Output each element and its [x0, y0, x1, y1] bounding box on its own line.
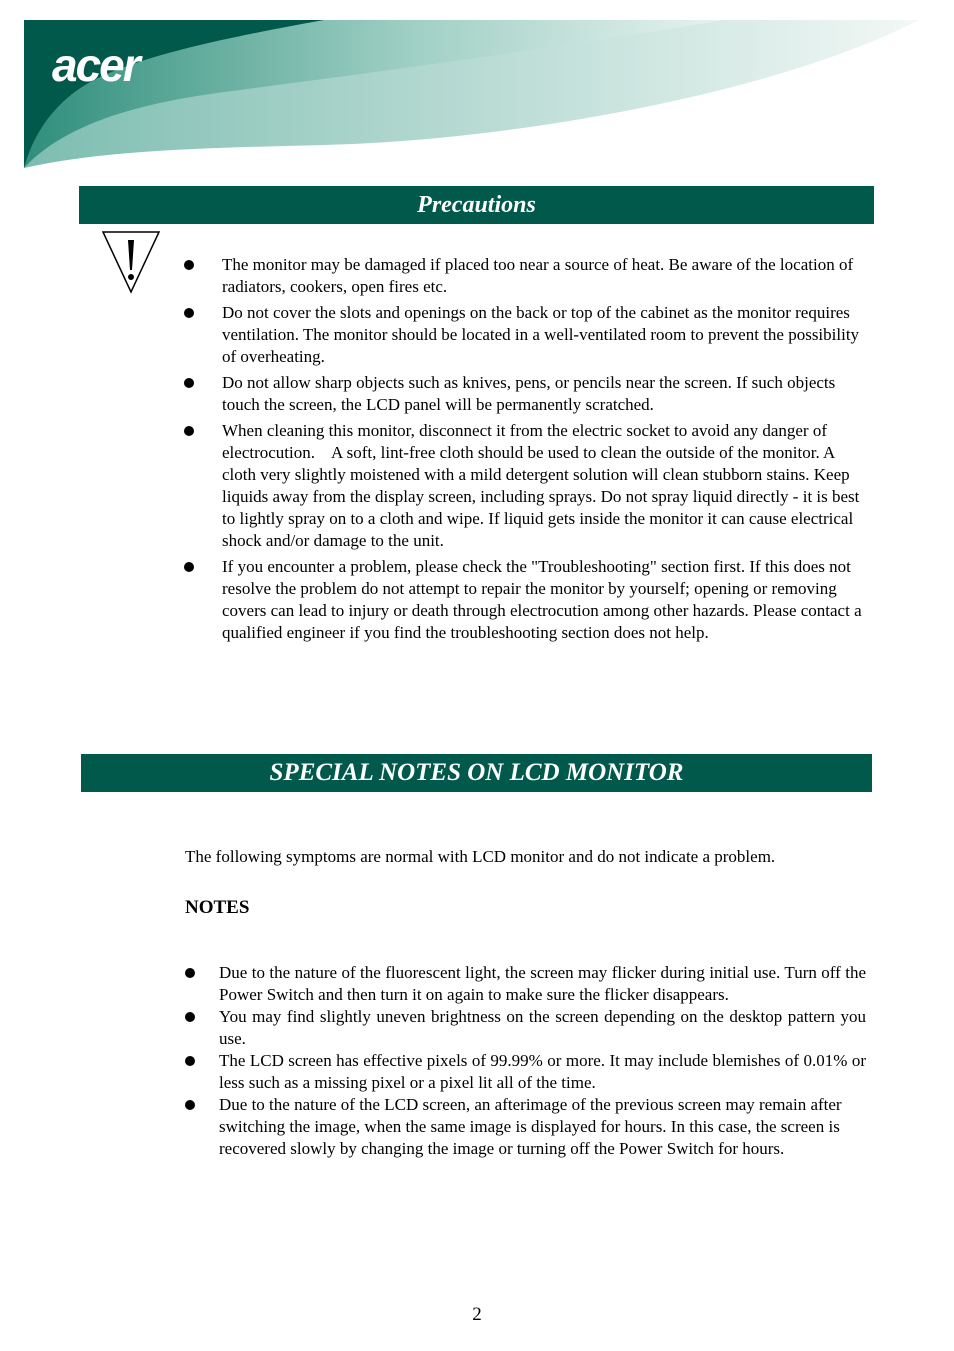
bullet-icon [185, 968, 195, 978]
list-item [222, 254, 862, 298]
notes-heading: NOTES [185, 897, 250, 918]
list-item [222, 372, 862, 416]
special-notes-title: SPECIAL NOTES ON LCD MONITOR [81, 754, 872, 792]
notes-list [219, 962, 866, 1160]
bullet-icon [184, 308, 194, 318]
bullet-icon [185, 1012, 195, 1022]
list-item-text: You may find slightly uneven brightness on the screen depending on the desktop pattern you use. [219, 1007, 866, 1048]
bullet-icon [184, 426, 194, 436]
bullet-icon [185, 1056, 195, 1066]
precautions-title: Precautions [79, 186, 874, 224]
list-item-text: The LCD screen has effective pixels of 99.99% or more. It may include blemishes of 0.01% or less such as a missing pixel or a pixel lit all of the time. [219, 1051, 866, 1092]
list-item [222, 302, 862, 368]
list-item-text: Due to the nature of the LCD screen, an afterimage of the previous screen may remain after switching the image, when the same image is displayed for hours. In this case, the screen is recovered slowly by changing the image or turning off the Power Switch for hours. [219, 1095, 842, 1158]
page-number: 2 [472, 1304, 482, 1325]
list-item [219, 962, 866, 1006]
special-notes-intro: The following symptoms are normal with LCD monitor and do not indicate a problem. [185, 847, 776, 866]
list-item [222, 556, 862, 644]
bullet-icon [184, 378, 194, 388]
list-item [219, 1006, 866, 1050]
list-item-text: Do not allow sharp objects such as knives, pens, or pencils near the screen. If such objects touch the screen, the LCD panel will be permanently scratched. [222, 373, 836, 414]
list-item-text: Due to the nature of the fluorescent light, the screen may flicker during initial use. Turn off the Power Switch and then turn it on again to make sure the flicker disappears. [219, 963, 866, 1004]
bullet-icon [185, 1100, 195, 1110]
acer-logo: acer [52, 39, 139, 91]
list-item [219, 1050, 866, 1094]
exclamation-triangle-icon [101, 230, 161, 294]
bullet-icon [184, 260, 194, 270]
header-banner [24, 20, 924, 168]
precautions-list [222, 254, 862, 648]
list-item-text: If you encounter a problem, please check the "Troubleshooting" section first. If this does not resolve the problem do not attempt to repair the monitor by yourself; opening or removing covers can lead to injury or death through electrocution among other hazards. Please contact a qualified engineer if you find the troubleshooting section does not help. [222, 557, 862, 642]
bullet-icon [184, 562, 194, 572]
list-item [219, 1094, 866, 1160]
list-item-text: The monitor may be damaged if placed too near a source of heat. Be aware of the location of radiators, cookers, open fires etc. [222, 255, 854, 296]
list-item-text: Do not cover the slots and openings on the back or top of the cabinet as the monitor requires ventilation. The monitor should be located in a well-ventilated room to prevent the possibility of overheating. [222, 303, 860, 366]
list-item [222, 420, 862, 552]
list-item-text: When cleaning this monitor, disconnect it from the electric socket to avoid any danger of electrocution. A soft, lint-free cloth should be used to clean the outside of the monitor. A cloth very slightly moistened with a mild detergent solution will clean stubborn stains. Keep liquids away from the display screen, including sprays. Do not spray liquid directly - it is best to lightly spray on to a cloth and wipe. If liquid gets inside the monitor it can cause electrical shock and/or damage to the unit. [222, 421, 864, 550]
banner-swoosh [24, 20, 924, 168]
